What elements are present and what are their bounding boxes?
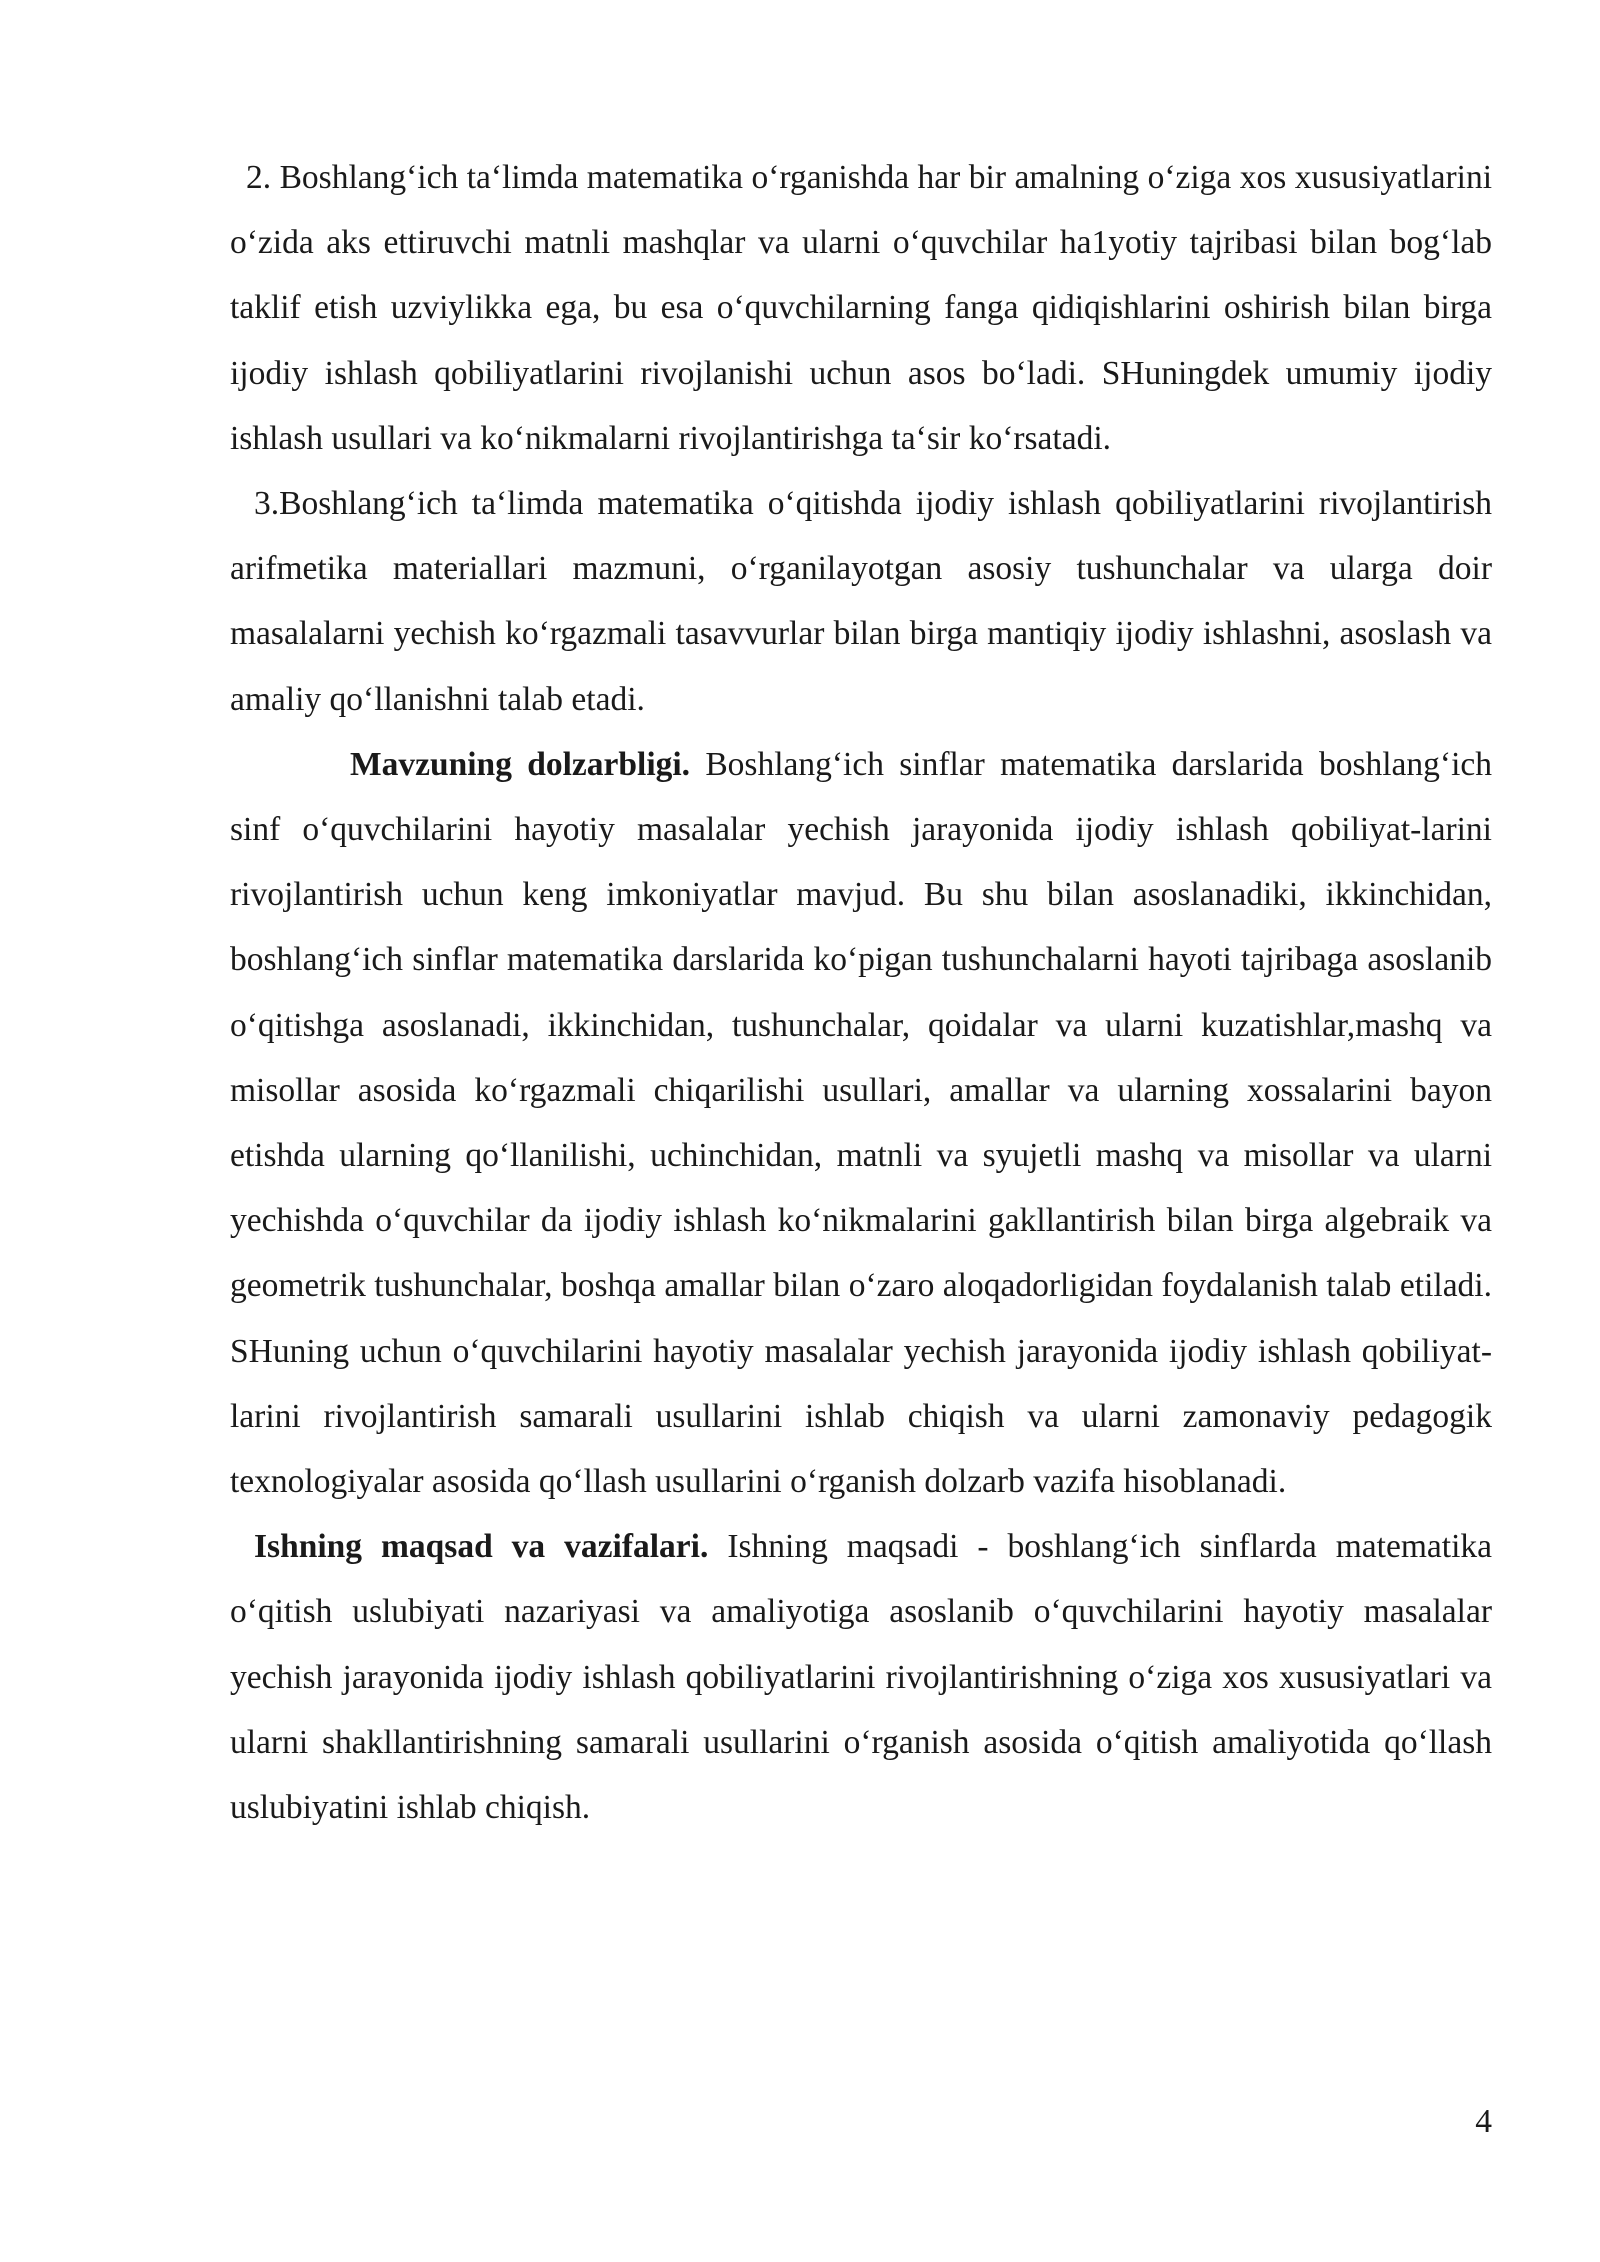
page-body	[230, 145, 1492, 1840]
section-heading-relevance: Mavzuning dolzarbligi.	[350, 745, 691, 783]
paragraph-point-3	[230, 471, 1492, 732]
section-heading-goals: Ishning maqsad va vazifalari.	[254, 1528, 709, 1566]
paragraph-relevance	[230, 732, 1492, 1514]
page-number: 4	[1475, 2103, 1492, 2140]
paragraph-text: Ishning maqsadi - boshlang‘ich sinflarda matematika o‘qitish uslubiyati nazariyasi va amaliyotiga asoslanib o‘quvchilarini hayotiy masalalar yechish jarayonida ijodiy ishlash qobiliyatlarini rivojlantirishning o‘ziga xos xususiyatlari va ularni shakllantirishning samarali usullarini o‘rganish asosida o‘qitish amaliyotida qo‘llash uslubiyatini ishlab chiqish.	[230, 1528, 1493, 1827]
paragraph-point-2	[230, 145, 1492, 471]
paragraph-goals	[230, 1514, 1492, 1840]
paragraph-text: 3.Boshlang‘ich ta‘limda matematika o‘qitishda ijodiy ishlash qobiliyatlarini rivojlantirish arifmetika materiallari mazmuni, o‘rganilayotgan asosiy tushunchalar va ularga doir masalalarni yechish ko‘rgazmali tasavvurlar bilan birga mantiqiy ijodiy ishlashni, asoslash va amaliy qo‘llanishni talab etadi.	[230, 485, 1492, 718]
paragraph-text: Boshlang‘ich sinflar matematika darslarida boshlang‘ich sinf o‘quvchilarini hayotiy masalalar yechish jarayonida ijodiy ishlash qobiliyat-larini rivojlantirish uchun keng imkoniyatlar mavjud. Bu shu bilan asoslanadiki, ikkinchidan, boshlang‘ich sinflar matematika darslarida ko‘pigan tushunchalarni hayoti tajribaga asoslanib o‘qitishga asoslanadi, ikkinchidan, tushunchalar, qoidalar va ularni kuzatishlar,mashq va misollar asosida ko‘rgazmali chiqarilishi usullari, amallar va ularning xossalarini bayon etishda ularning qo‘llanilishi, uchinchidan, matnli va syujetli mashq va misollar va ularni yechishda o‘quvchilar da ijodiy ishlash ko‘nikmalarini gakllantirish bilan birga algebraik va geometrik tushunchalar, boshqa amallar bilan o‘zaro aloqadorligidan foydalanish talab etiladi. SHuning uchun o‘quvchilarini hayotiy masalalar yechish jarayonida ijodiy ishlash qobiliyat-larini rivojlantirish samarali usullarini ishlab chiqish va ularni zamonaviy pedagogik texnologiyalar asosida qo‘llash usullarini o‘rganish dolzarb vazifa hisoblanadi.	[230, 745, 1492, 1501]
paragraph-text: 2. Boshlang‘ich ta‘limda matematika o‘rganishda har bir amalning o‘ziga xos xususiyatlarini o‘zida aks ettiruvchi matnli mashqlar va ularni o‘quvchilar ha1yotiy tajribasi bilan bog‘lab taklif etish uzviylikka ega, bu esa o‘quvchilarning fanga qidiqishlarini oshirish bilan birga ijodiy ishlash qobiliyatlarini rivojlanishi uchun asos bo‘ladi. SHuningdek umumiy ijodiy ishlash usullari va ko‘nikmalarni rivojlantirishga ta‘sir ko‘rsatadi.	[230, 159, 1492, 457]
